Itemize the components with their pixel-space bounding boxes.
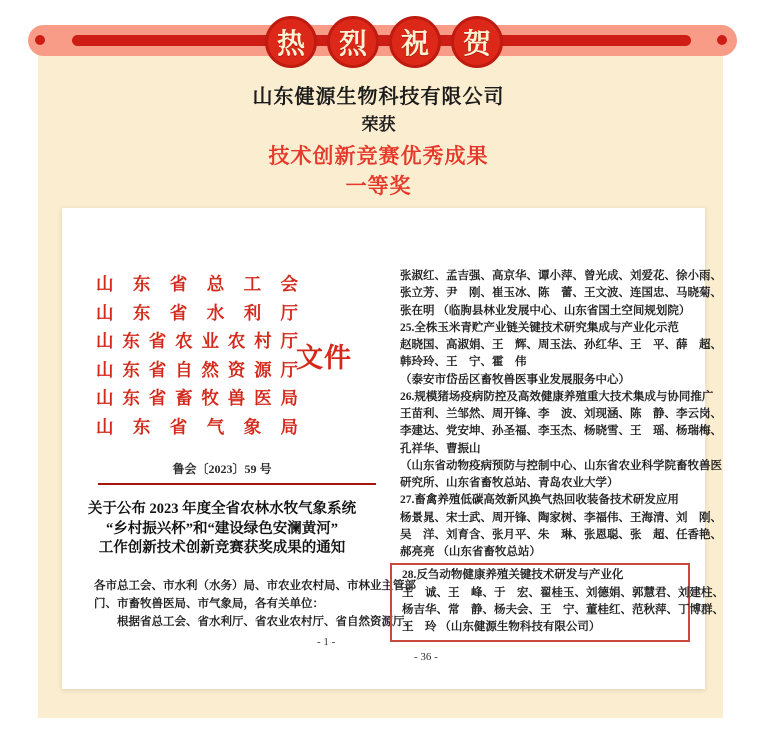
left-page-number: - 1 - bbox=[317, 636, 336, 648]
issuer-list bbox=[96, 270, 298, 442]
red-divider bbox=[98, 483, 376, 485]
award-title: 技术创新竞赛优秀成果 bbox=[268, 145, 489, 168]
award-list-line: 杨景晁、宋士武、周开锋、陶家树、李福伟、王海清、刘 刚、 bbox=[400, 511, 722, 524]
company-name: 山东健源生物科技有限公司 bbox=[252, 86, 505, 108]
banner-char: 烈 bbox=[338, 28, 367, 59]
banner-dot-right bbox=[717, 35, 727, 45]
awarded-label: 荣获 bbox=[361, 115, 396, 134]
award-list-line: 28.反刍动物健康养殖关键技术研发与产业化 bbox=[402, 569, 624, 582]
document-title bbox=[87, 500, 357, 559]
banner-char: 热 bbox=[276, 28, 305, 59]
banner-char-circle bbox=[265, 16, 317, 68]
award-list-line: 张淑红、孟吉强、高京华、谭小萍、曾光成、刘爱花、徐小雨、 bbox=[400, 270, 722, 282]
document-body bbox=[94, 578, 416, 631]
award-list-line: 王 诚、王 峰、于 宏、翟桂玉、刘德娟、郭慧君、刘建柱、 bbox=[402, 586, 724, 599]
document-body-line: 各市总工会、市水利（水务）局、市农业农村局、市林业主管部 bbox=[94, 580, 416, 592]
document-title-line: 关于公布 2023 年度全省农林水牧气象系统 bbox=[87, 501, 357, 517]
award-list-line: （泰安市岱岳区畜牧兽医事业发展服务中心） bbox=[400, 373, 630, 386]
issuer-name: 山东省自然资源厅 bbox=[96, 359, 298, 380]
document-title-line: “乡村振兴杯”和“建设绿色安澜黄河” bbox=[106, 520, 338, 537]
award-list-line: 王苗利、兰邹然、周开锋、李 波、刘现涵、陈 静、李云岗、 bbox=[400, 408, 722, 420]
award-list-line: 25.全株玉米青贮产业链关键技术研究集成与产业化示范 bbox=[400, 321, 679, 334]
issuer-name: 山东省气象局 bbox=[96, 416, 298, 437]
award-list-line: 韩玲玲、王 宁、霍 伟 bbox=[400, 356, 527, 369]
issuer-name: 山东省农业农村厅 bbox=[96, 331, 298, 352]
banner-char-circle bbox=[327, 16, 379, 68]
award-list-line: （山东省动物疫病预防与控制中心、山东省农业科学院畜牧兽医 bbox=[400, 459, 722, 472]
award-list-line: 郝亮亮 （山东省畜牧总站） bbox=[400, 546, 541, 558]
banner-title bbox=[265, 16, 503, 68]
banner-char: 祝 bbox=[400, 28, 429, 59]
award-list-line: 李建达、党安坤、孙圣福、李玉杰、杨晓雪、王 瑶、杨瑞梅、 bbox=[400, 425, 722, 438]
right-page-number: - 36 - bbox=[414, 651, 438, 664]
award-list-line: 张立芳、尹 刚、崔玉冰、陈 蕾、王文波、连国忠、马晓菊、 bbox=[400, 287, 722, 300]
banner-dot-left bbox=[35, 35, 45, 45]
award-prize: 一等奖 bbox=[345, 175, 412, 198]
document-label: 文件 bbox=[296, 343, 352, 373]
banner-char-circle bbox=[389, 16, 441, 68]
issuer-name: 山东省水利厅 bbox=[96, 302, 298, 323]
document-title-line: 工作创新技术创新竞赛获奖成果的通知 bbox=[98, 540, 346, 556]
award-list-line: 杨吉华、常 静、杨夫会、王 宁、董桂红、范秋萍、丁博群、 bbox=[402, 603, 724, 616]
banner-char: 贺 bbox=[462, 28, 491, 59]
award-list-line: 研究所、山东省畜牧总站、青岛农业大学） bbox=[400, 477, 619, 489]
issuer-name: 山东省总工会 bbox=[96, 274, 298, 294]
document-number: 鲁会〔2023〕59 号 bbox=[172, 462, 272, 476]
award-list-line: 26.规模猪场疫病防控及高效健康养殖重大技术集成与协同推广 bbox=[400, 390, 714, 403]
award-list-line: 吴 洋、刘育含、张月平、朱 琳、张恩聪、张 超、任香艳、 bbox=[400, 528, 722, 541]
award-list-line: 孔祥华、曹振山 bbox=[400, 442, 481, 455]
document-body-line: 门、市畜牧兽医局、市气象局，各有关单位： bbox=[94, 597, 324, 610]
document-body-line: 根据省总工会、省水利厅、省农业农村厅、省自然资源厅、 bbox=[94, 615, 416, 628]
issuer-name: 山东省畜牧兽医局 bbox=[96, 388, 298, 409]
highlighted-award-box bbox=[390, 563, 724, 642]
award-list-line: 张在明 （临朐县林业发展中心、山东省国土空间规划院） bbox=[400, 304, 691, 317]
award-list-line: 27.畜禽养殖低碳高效新风换气热回收装备技术研发应用 bbox=[400, 494, 679, 507]
banner-char-circle bbox=[451, 16, 503, 68]
document-scan bbox=[62, 208, 724, 689]
award-list-page bbox=[400, 268, 724, 664]
award-list-line: 王 玲 （山东健源生物科技有限公司） bbox=[402, 621, 601, 633]
award-list-line: 赵晓国、高淑娟、王 辉、周玉法、孙红华、王 平、薛 超、 bbox=[400, 339, 722, 351]
